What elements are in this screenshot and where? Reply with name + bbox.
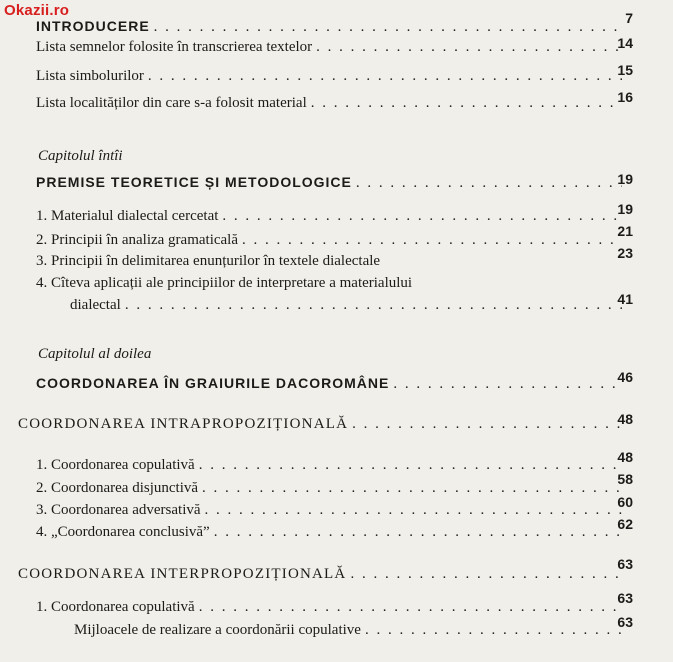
page-number: 46 bbox=[617, 369, 633, 385]
toc-entry: 3. Coordonarea adversativă . . . bbox=[36, 502, 626, 519]
page-number: 63 bbox=[617, 556, 633, 572]
watermark-logo: Okazii.ro bbox=[4, 2, 70, 19]
page-number: 23 bbox=[617, 245, 633, 261]
toc-entry: 1. Materialul dialectal cercetat . . . bbox=[36, 208, 626, 225]
page-number: 7 bbox=[625, 10, 633, 26]
toc-entry: Mijloacele de realizare a coordonării copulative . . . bbox=[74, 622, 626, 639]
page-number: 62 bbox=[617, 516, 633, 532]
toc-entry: 1. Coordonarea copulativă . . . bbox=[36, 599, 626, 616]
page-number: 19 bbox=[617, 201, 633, 217]
toc-entry: 3. Principii în delimitarea enunțurilor în textele dialectale bbox=[36, 253, 381, 269]
page-number: 14 bbox=[617, 35, 633, 51]
toc-entry: 4. „Coordonarea conclusivă” . . . bbox=[36, 524, 626, 541]
page-number: 63 bbox=[617, 590, 633, 606]
page-number: 58 bbox=[617, 471, 633, 487]
page-number: 16 bbox=[617, 89, 633, 105]
toc-entry: 2. Coordonarea disjunctivă . . . bbox=[36, 480, 626, 497]
section-title: COORDONAREA INTRAPROPOZIȚIONALĂ . . . bbox=[18, 416, 626, 433]
toc-entry-introducere: INTRODUCERE . . . bbox=[36, 18, 626, 36]
page-number: 15 bbox=[617, 62, 633, 78]
toc-entry: Lista simbolurilor . . . bbox=[36, 68, 626, 85]
page-number: 19 bbox=[617, 171, 633, 187]
page-number: 48 bbox=[617, 411, 633, 427]
section-title: COORDONAREA INTERPROPOZIȚIONALĂ . . . bbox=[18, 566, 626, 583]
chapter-title: COORDONAREA ÎN GRAIURILE DACOROMÂNE . . . bbox=[36, 375, 626, 393]
toc-entry: 2. Principii în analiza gramaticală . . . bbox=[36, 232, 626, 249]
chapter-label: Capitolul întîi bbox=[38, 148, 123, 164]
page-number: 60 bbox=[617, 494, 633, 510]
toc-entry-continuation: dialectal . . . bbox=[70, 297, 626, 314]
chapter-label: Capitolul al doilea bbox=[38, 346, 152, 362]
toc-entry: Lista localităților din care s-a folosit material . . . bbox=[36, 95, 626, 112]
page-number: 63 bbox=[617, 614, 633, 630]
toc-entry: Lista semnelor folosite în transcrierea textelor . . . bbox=[36, 39, 626, 56]
toc-entry: 4. Cîteva aplicații ale principiilor de interpretare a materialului bbox=[36, 275, 413, 291]
toc-entry: 1. Coordonarea copulativă . . . bbox=[36, 457, 626, 474]
page-number: 41 bbox=[617, 291, 633, 307]
chapter-title: PREMISE TEORETICE ȘI METODOLOGICE . . . bbox=[36, 174, 626, 192]
page-number: 21 bbox=[617, 223, 633, 239]
page-number: 48 bbox=[617, 449, 633, 465]
